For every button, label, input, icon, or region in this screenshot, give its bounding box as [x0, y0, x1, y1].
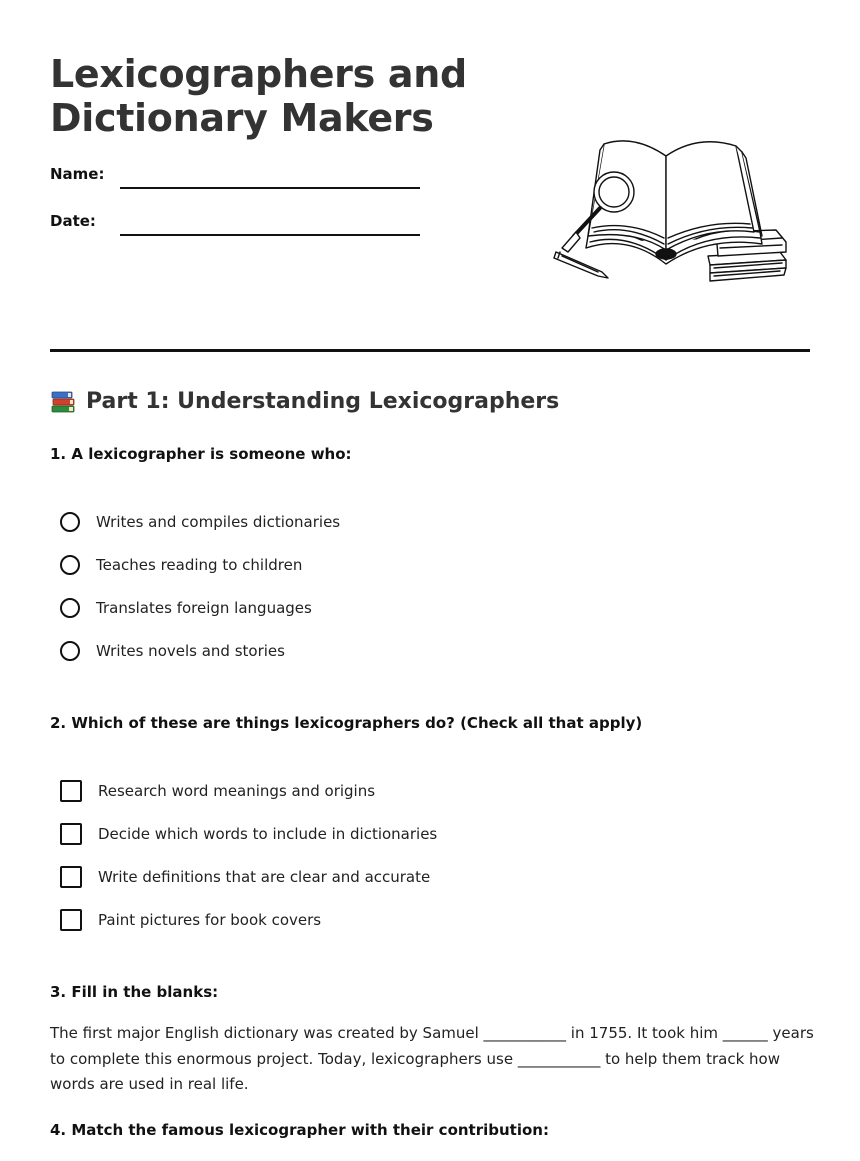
q1-option-2[interactable] [60, 552, 302, 578]
title-line-1: Lexicographers and [50, 52, 467, 96]
checkbox[interactable] [60, 823, 82, 845]
checkbox[interactable] [60, 909, 82, 931]
radio-button[interactable] [60, 598, 80, 618]
radio-button[interactable] [60, 555, 80, 575]
question-2: 2. Which of these are things lexicographers do? (Check all that apply) [50, 714, 643, 732]
q1-option-3[interactable] [60, 595, 312, 621]
q2-option-3[interactable] [60, 864, 430, 890]
radio-button[interactable] [60, 512, 80, 532]
q1-option-label: Writes novels and stories [96, 642, 285, 660]
q2-option-label: Paint pictures for book covers [98, 911, 322, 929]
title-line-2: Dictionary Makers [50, 96, 434, 140]
books-icon [50, 388, 76, 414]
name-label: Name: [50, 165, 105, 183]
checkbox[interactable] [60, 866, 82, 888]
question-3: 3. Fill in the blanks: [50, 983, 219, 1001]
q2-option-label: Research word meanings and origins [98, 782, 376, 800]
checkbox[interactable] [60, 780, 82, 802]
date-label: Date: [50, 212, 96, 230]
header-divider [50, 349, 810, 352]
q2-option-label: Write definitions that are clear and accurate [98, 868, 431, 886]
q1-option-label: Translates foreign languages [96, 599, 312, 617]
question-4: 4. Match the famous lexicographer with their contribution: [50, 1121, 549, 1139]
q2-option-label: Decide which words to include in dictionaries [98, 825, 438, 843]
q2-option-4[interactable] [60, 907, 321, 933]
date-input-line[interactable] [120, 234, 420, 236]
part1-title: Part 1: Understanding Lexicographers [86, 388, 560, 414]
part1-heading [50, 388, 559, 414]
q1-option-label: Teaches reading to children [96, 556, 303, 574]
q2-option-1[interactable] [60, 778, 375, 804]
question-1: 1. A lexicographer is someone who: [50, 445, 352, 463]
q1-option-1[interactable] [60, 509, 340, 535]
fill-in-blanks-paragraph[interactable]: The first major English dictionary was created by Samuel ___________ in 1755. It took him ______ years to complete this enormous project. Today, lexicographers use ___________ to help them track how words are used in real life. [50, 1024, 814, 1093]
q1-option-label: Writes and compiles dictionaries [96, 513, 341, 531]
worksheet-title [50, 52, 467, 140]
open-book-magnifier-pen-illustration [548, 132, 798, 292]
name-input-line[interactable] [120, 187, 420, 189]
q2-option-2[interactable] [60, 821, 437, 847]
q1-option-4[interactable] [60, 638, 285, 664]
radio-button[interactable] [60, 641, 80, 661]
